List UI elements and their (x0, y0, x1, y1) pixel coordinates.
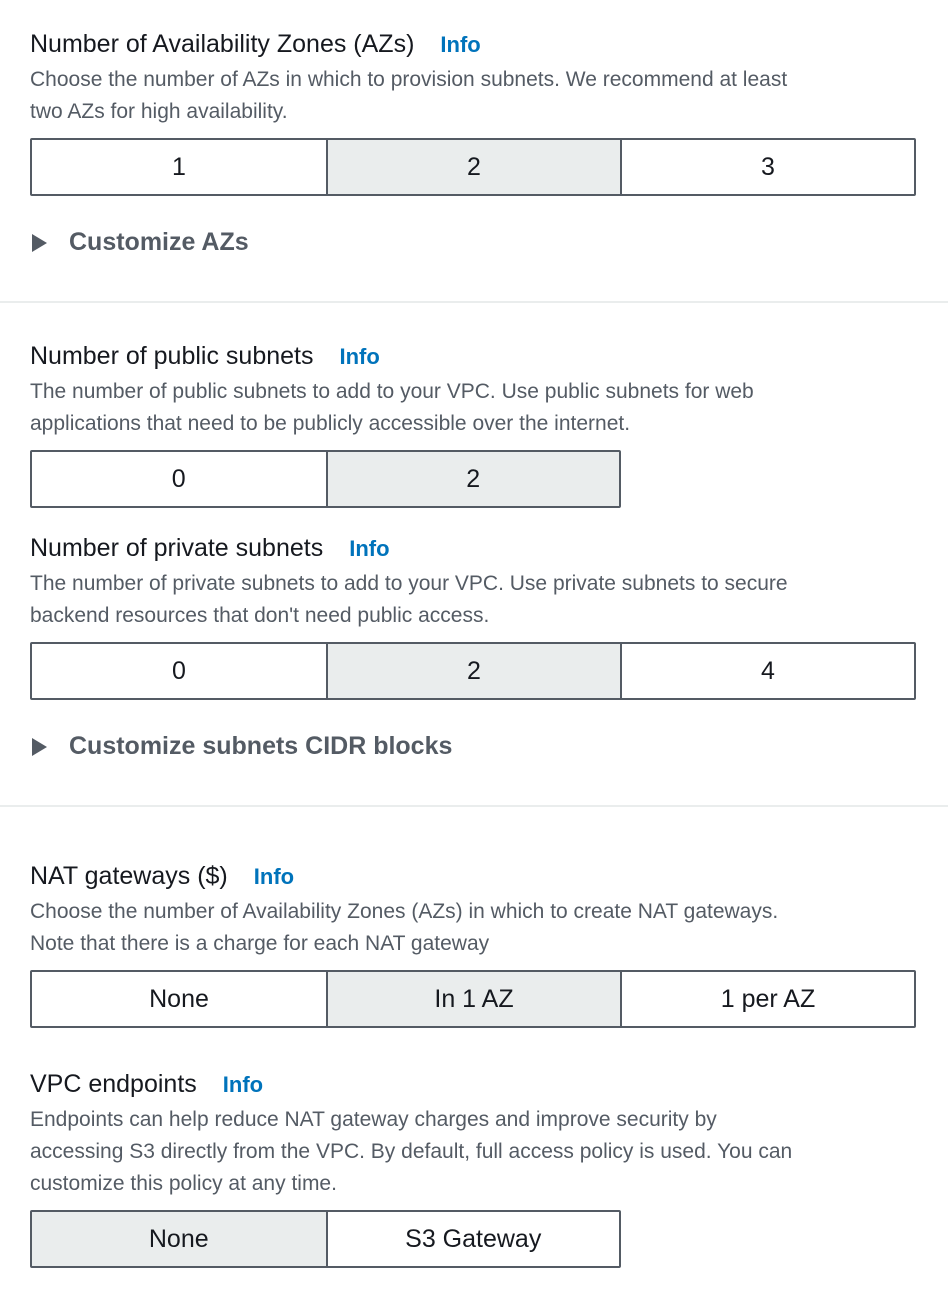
private-subnets-section (30, 532, 916, 632)
public-subnets-option-0[interactable]: 0 (171, 464, 186, 493)
endpoints-description-line: Endpoints can help reduce NAT gateway charges and improve security by (30, 1108, 717, 1131)
public-subnets-section (30, 340, 916, 440)
private-subnets-description (30, 568, 916, 632)
public-subnets-label: Number of public subnets (30, 342, 314, 370)
endpoints-label: VPC endpoints (30, 1070, 197, 1098)
endpoints-title (30, 1068, 916, 1100)
private-subnets-option-4[interactable]: 4 (620, 644, 914, 698)
public-subnets-option-2[interactable]: 2 (326, 452, 620, 506)
nat-label: NAT gateways ($) (30, 862, 228, 890)
private-subnets-info-link[interactable]: Info (349, 536, 390, 561)
customize-azs-label: Customize AZs (69, 228, 249, 256)
private-subnets-option-2[interactable]: 2 (326, 644, 620, 698)
az-description-line: two AZs for high availability. (30, 100, 288, 123)
public-subnets-segmented-control (30, 450, 621, 508)
private-subnets-title (30, 532, 916, 564)
nat-option-none[interactable]: None (149, 984, 209, 1013)
private-subnets-description-line: backend resources that don't need public access. (30, 604, 490, 627)
customize-azs-expander[interactable] (32, 228, 249, 257)
az-title (30, 28, 916, 60)
az-option-1[interactable]: 1 (172, 152, 186, 181)
private-subnets-segmented-control (30, 642, 916, 700)
nat-description-line: Note that there is a charge for each NAT gateway (30, 932, 490, 955)
nat-info-link[interactable]: Info (253, 864, 295, 889)
az-info-link[interactable]: Info (440, 32, 481, 57)
az-option-2[interactable]: 2 (326, 140, 620, 194)
nat-description (30, 896, 916, 960)
public-subnets-description-line: applications that need to be publicly accessible over the internet. (30, 412, 631, 435)
nat-section (30, 860, 916, 960)
private-subnets-option-0[interactable]: 0 (172, 656, 186, 685)
az-label: Number of Availability Zones (AZs) (30, 30, 415, 58)
nat-title (30, 860, 916, 892)
private-subnets-description-line: The number of private subnets to add to your VPC. Use private subnets to secure (30, 572, 788, 595)
endpoints-description-line: customize this policy at any time. (30, 1172, 337, 1195)
endpoints-description (30, 1104, 916, 1200)
caret-right-icon (32, 738, 47, 756)
endpoints-description-line: accessing S3 directly from the VPC. By default, full access policy is used. You can (30, 1140, 793, 1163)
nat-option-in-1-az[interactable]: In 1 AZ (326, 972, 620, 1026)
az-section (30, 28, 916, 128)
public-subnets-description (30, 376, 916, 440)
nat-description-line: Choose the number of Availability Zones (AZs) in which to create NAT gateways. (30, 900, 779, 923)
customize-cidr-expander[interactable] (32, 732, 452, 761)
endpoints-info-link[interactable]: Info (222, 1072, 264, 1097)
nat-segmented-control (30, 970, 916, 1028)
section-divider (0, 301, 948, 303)
az-segmented-control (30, 138, 916, 196)
az-description (30, 64, 916, 128)
nat-option-1-per-az[interactable]: 1 per AZ (620, 972, 914, 1026)
az-option-3[interactable]: 3 (620, 140, 914, 194)
endpoints-option-s3-gateway[interactable]: S3 Gateway (326, 1212, 620, 1266)
endpoints-section (30, 1068, 916, 1200)
endpoints-segmented-control (30, 1210, 621, 1268)
customize-cidr-label: Customize subnets CIDR blocks (69, 732, 453, 760)
section-divider (0, 805, 948, 807)
endpoints-option-none[interactable]: None (32, 1212, 326, 1266)
public-subnets-description-line: The number of public subnets to add to your VPC. Use public subnets for web (30, 380, 754, 403)
caret-right-icon (32, 234, 47, 252)
public-subnets-info-link[interactable]: Info (339, 344, 380, 369)
private-subnets-label: Number of private subnets (30, 534, 324, 562)
az-description-line: Choose the number of AZs in which to provision subnets. We recommend at least (30, 68, 788, 91)
public-subnets-title (30, 340, 916, 372)
